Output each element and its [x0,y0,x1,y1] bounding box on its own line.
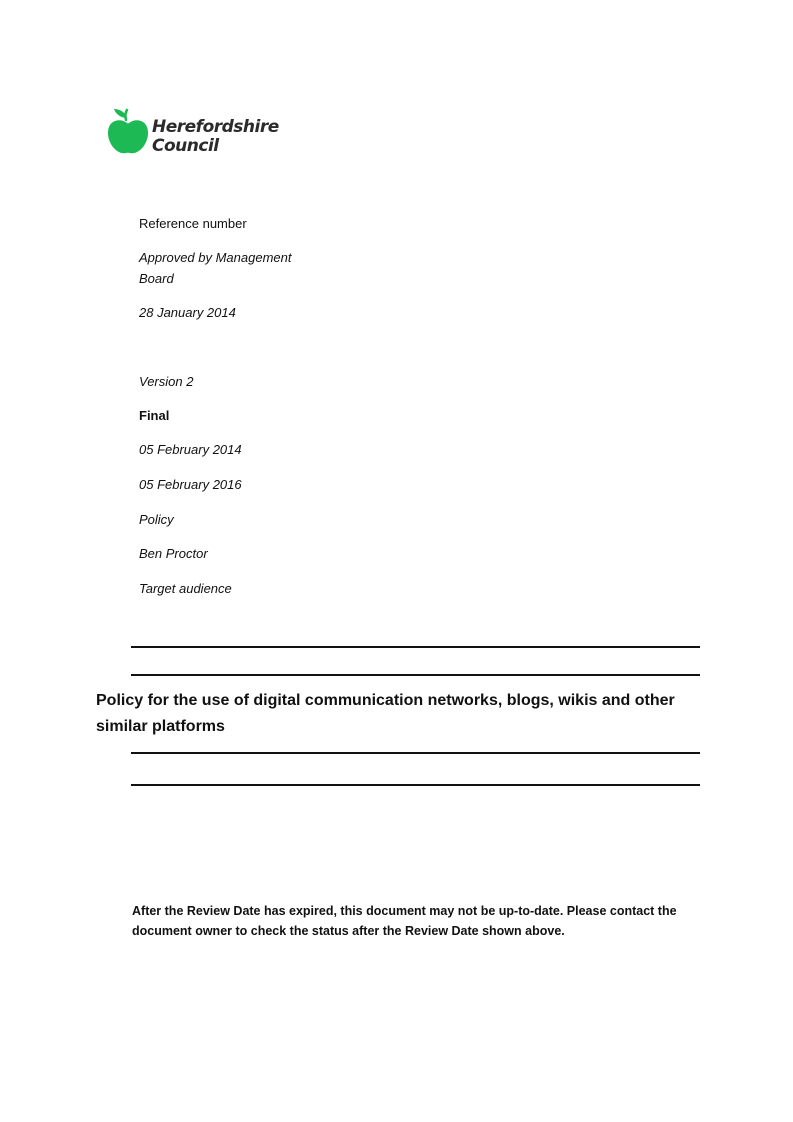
divider-bottom-2 [131,784,700,786]
logo-wordmark: Herefordshire Council [152,117,279,156]
approval-date: 28 January 2014 [139,305,236,320]
document-status: Final [139,408,170,423]
document-type: Policy [139,512,174,527]
council-logo [106,108,281,160]
document-owner: Ben Proctor [139,546,208,561]
issue-date: 05 February 2014 [139,442,242,457]
version: Version 2 [139,374,194,389]
document-title: Policy for the use of digital communication networks, blogs, wikis and other similar platforms [96,692,675,735]
review-date: 05 February 2016 [139,477,242,492]
divider-top-2 [131,674,700,676]
divider-top-1 [131,646,700,648]
review-notice: After the Review Date has expired, this document may not be up-to-date. Please contact the document owner to check the status after the Review Date shown above. [132,904,677,938]
divider-bottom-1 [131,752,700,754]
reference-number: Reference number [139,216,247,231]
target-audience: Target audience [139,581,232,596]
apple-icon [106,108,150,156]
approved-by: Approved by Management Board [139,250,292,286]
